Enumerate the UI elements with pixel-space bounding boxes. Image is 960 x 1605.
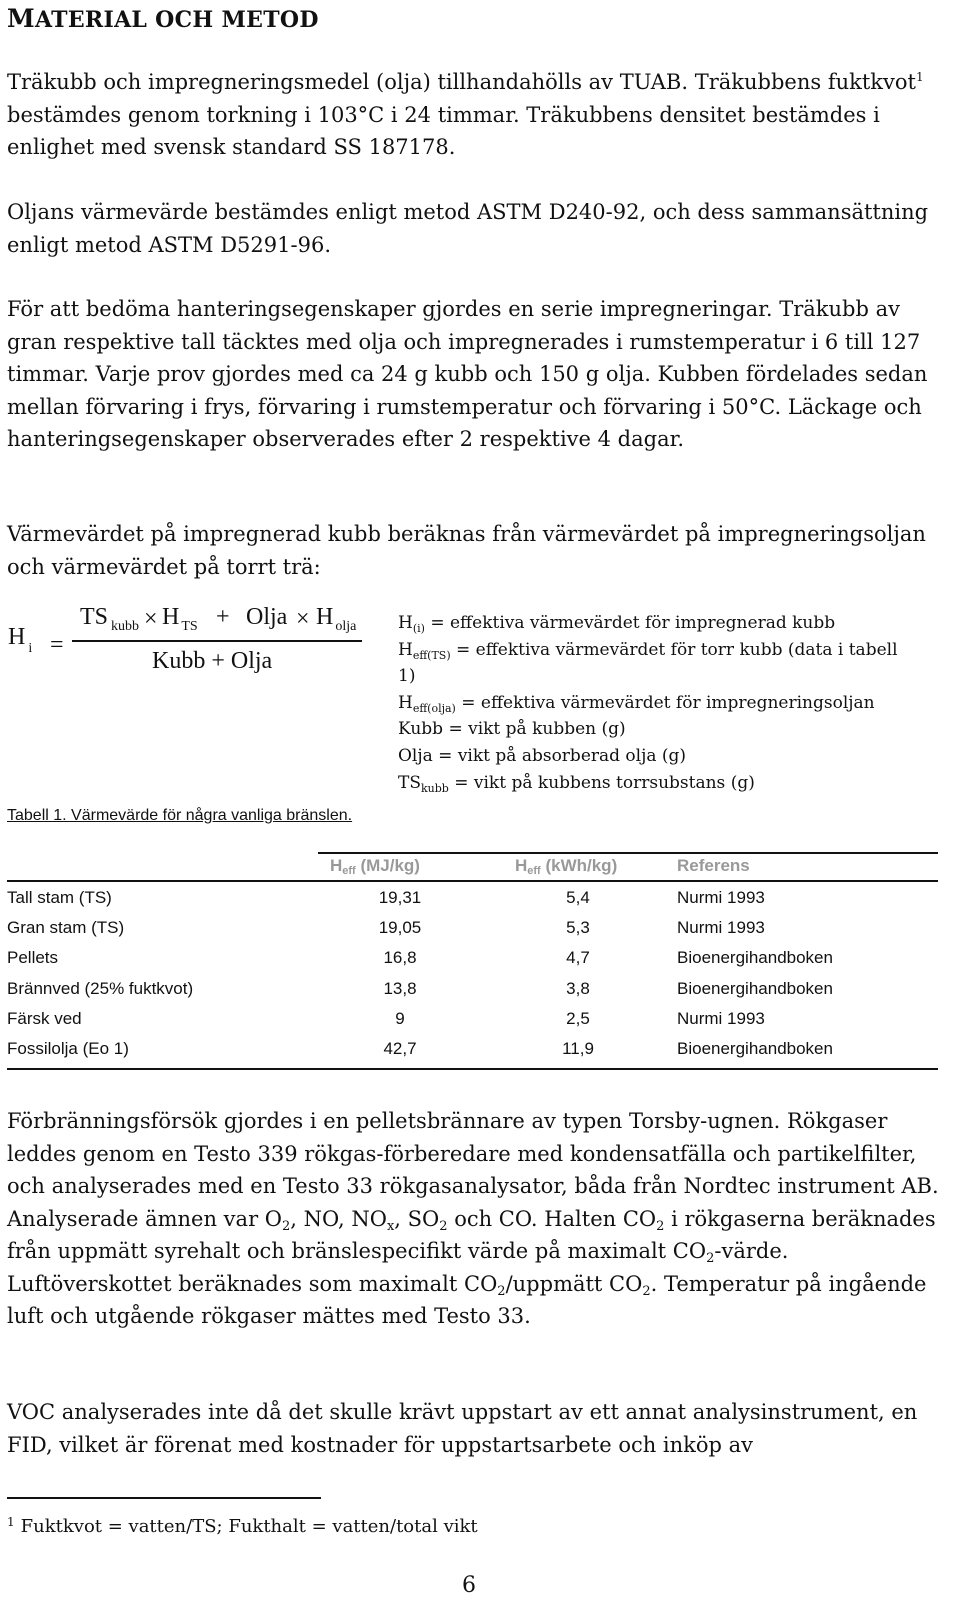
definition-item: $H_{eff(TS)}$ = effektiva värmevärdet för torr kubb (data i tabell [398, 639, 898, 662]
paragraph-handling: För att bedöma hanteringsegenskaper gjordes en serie impregneringar. Träkubb av gran respektive tall täcktes med olja och impregnerades i rumstemperatur i 6 till 127 timmar. Varje prov gjordes med ca 24 g kubb och 150 g olja. Kubben fördelades sedan mellan förvaring i frys, förvaring i rumstemperatur och förvaring i 50°C. Läckage och hanteringsegenskaper observerades efter 2 respektive 4 dagar. [7, 297, 928, 451]
paragraph-combustion: Förbränningsförsök gjordes i en pelletsbrännare av typen Torsby-ugnen. Rökgaser leddes genom en Testo 339 rökgas-förberedare med kondensatfälla och partikelfilter, och analyserades med en Testo 33 rökgasanalysator, båda från Nordtec instrument AB. Analyserade ämnen var $O_2$, NO, $NO_x$, $SO_2$ och CO. Halten $CO_2$ i rökgaserna beräknades från uppmätt syrehalt och bränslespecifikt värde på maximalt $CO_2$-värde. Luftöverskottet beräknades som maximalt $CO_2$/uppmätt $CO_2$. Temperatur på ingående luft och utgående rökgaser mättes med Testo 33. [7, 1109, 939, 1328]
footnote-separator [7, 1497, 321, 1499]
table-header-rule [7, 880, 938, 882]
formula-lhs: H $_i$ [8, 624, 33, 656]
formula-plus: + [216, 604, 230, 630]
table-row: Pellets 16,8 4,7 Bioenergihandboken [7, 948, 833, 967]
table-row: Färsk ved 9 2,5 Nurmi 1993 [7, 1009, 765, 1028]
definition-item: $H_{(i)}$ = effektiva värmevärdet för impregnerad kubb [398, 613, 836, 635]
formula-h-ts: H $_{TS}$ [162, 604, 198, 634]
formula-equals: = [50, 632, 64, 658]
table-bottom-rule [7, 1068, 938, 1070]
definition-item: Kubb = vikt på kubben (g) [398, 719, 626, 740]
table-row: Brännved (25% fuktkvot) 13,8 3,8 Bioenergihandboken [7, 979, 833, 998]
table-caption: Tabell 1. Värmevärde för några vanliga bränslen. [7, 807, 353, 824]
definition-item: 1) [398, 666, 416, 687]
column-header-kwh: $H_{eff}$ (kWh/kg) [515, 856, 618, 877]
table-row: Tall stam (TS) 19,31 5,4 Nurmi 1993 [7, 888, 765, 907]
fraction-bar [72, 640, 362, 642]
heading-initial: M [7, 4, 35, 33]
heating-value-formula [4, 598, 384, 688]
paragraph-heating-value: Värmevärdet på impregnerad kubb beräknas från värmevärdet på impregneringsoljan och värmevärdet på torrt trä: [7, 522, 926, 579]
formula-denominator: Kubb + Olja [152, 648, 273, 674]
footnote-ref: 1 [915, 70, 924, 84]
footnote-mark: 1 [7, 1515, 15, 1529]
definition-item: $TS_{kubb}$ = vikt på kubbens torrsubstans (g) [398, 772, 755, 795]
heading-rest: ATERIAL OCH METOD [34, 7, 319, 33]
column-header-reference: Referens [677, 856, 750, 875]
page-number: 6 [462, 1573, 476, 1598]
paragraph-text: Träkubb och impregneringsmedel (olja) tillhandahölls av TUAB. Träkubbens fuktkvot [7, 70, 916, 94]
definition-item: Olja = vikt på absorberad olja (g) [398, 745, 687, 766]
column-header-mj: $H_{eff}$ (MJ/kg) [330, 856, 420, 877]
formula-times: × [296, 606, 310, 632]
table-row: Gran stam (TS) 19,05 5,3 Nurmi 1993 [7, 918, 765, 937]
formula-olja: Olja [246, 604, 288, 630]
table-row: Fossilolja (Eo 1) 42,7 11,9 Bioenergihandboken [7, 1039, 833, 1058]
footnote [7, 1515, 478, 1537]
footnote-text: Fuktkvot = vatten/TS; Fukthalt = vatten/total vikt [20, 1516, 478, 1537]
definition-item: $H_{eff(olja)}$ = effektiva värmevärdet för impregneringsoljan [398, 692, 875, 715]
formula-h-olja: H $_{olja}$ [316, 604, 357, 634]
formula-times: × [144, 606, 158, 632]
formula-ts: TS $_{kubb}$ [80, 604, 140, 634]
paragraph-text: bestämdes genom torkning i 103°C i 24 timmar. Träkubbens densitet bestämdes i enlighet med svensk standard SS 187178. [7, 102, 880, 159]
table-top-rule [318, 852, 938, 854]
paragraph-voc: VOC analyserades inte då det skulle krävt uppstart av ett annat analysinstrument, en FID, vilket är förenat med kostnader för uppstartsarbete och inköp av [7, 1400, 918, 1457]
paragraph-oil: Oljans värmevärde bestämdes enligt metod ASTM D240-92, och dess sammansättning enligt metod ASTM D5291-96. [7, 200, 929, 257]
section-heading [7, 4, 319, 33]
paragraph-material [7, 66, 952, 164]
variable-definitions [398, 610, 958, 796]
